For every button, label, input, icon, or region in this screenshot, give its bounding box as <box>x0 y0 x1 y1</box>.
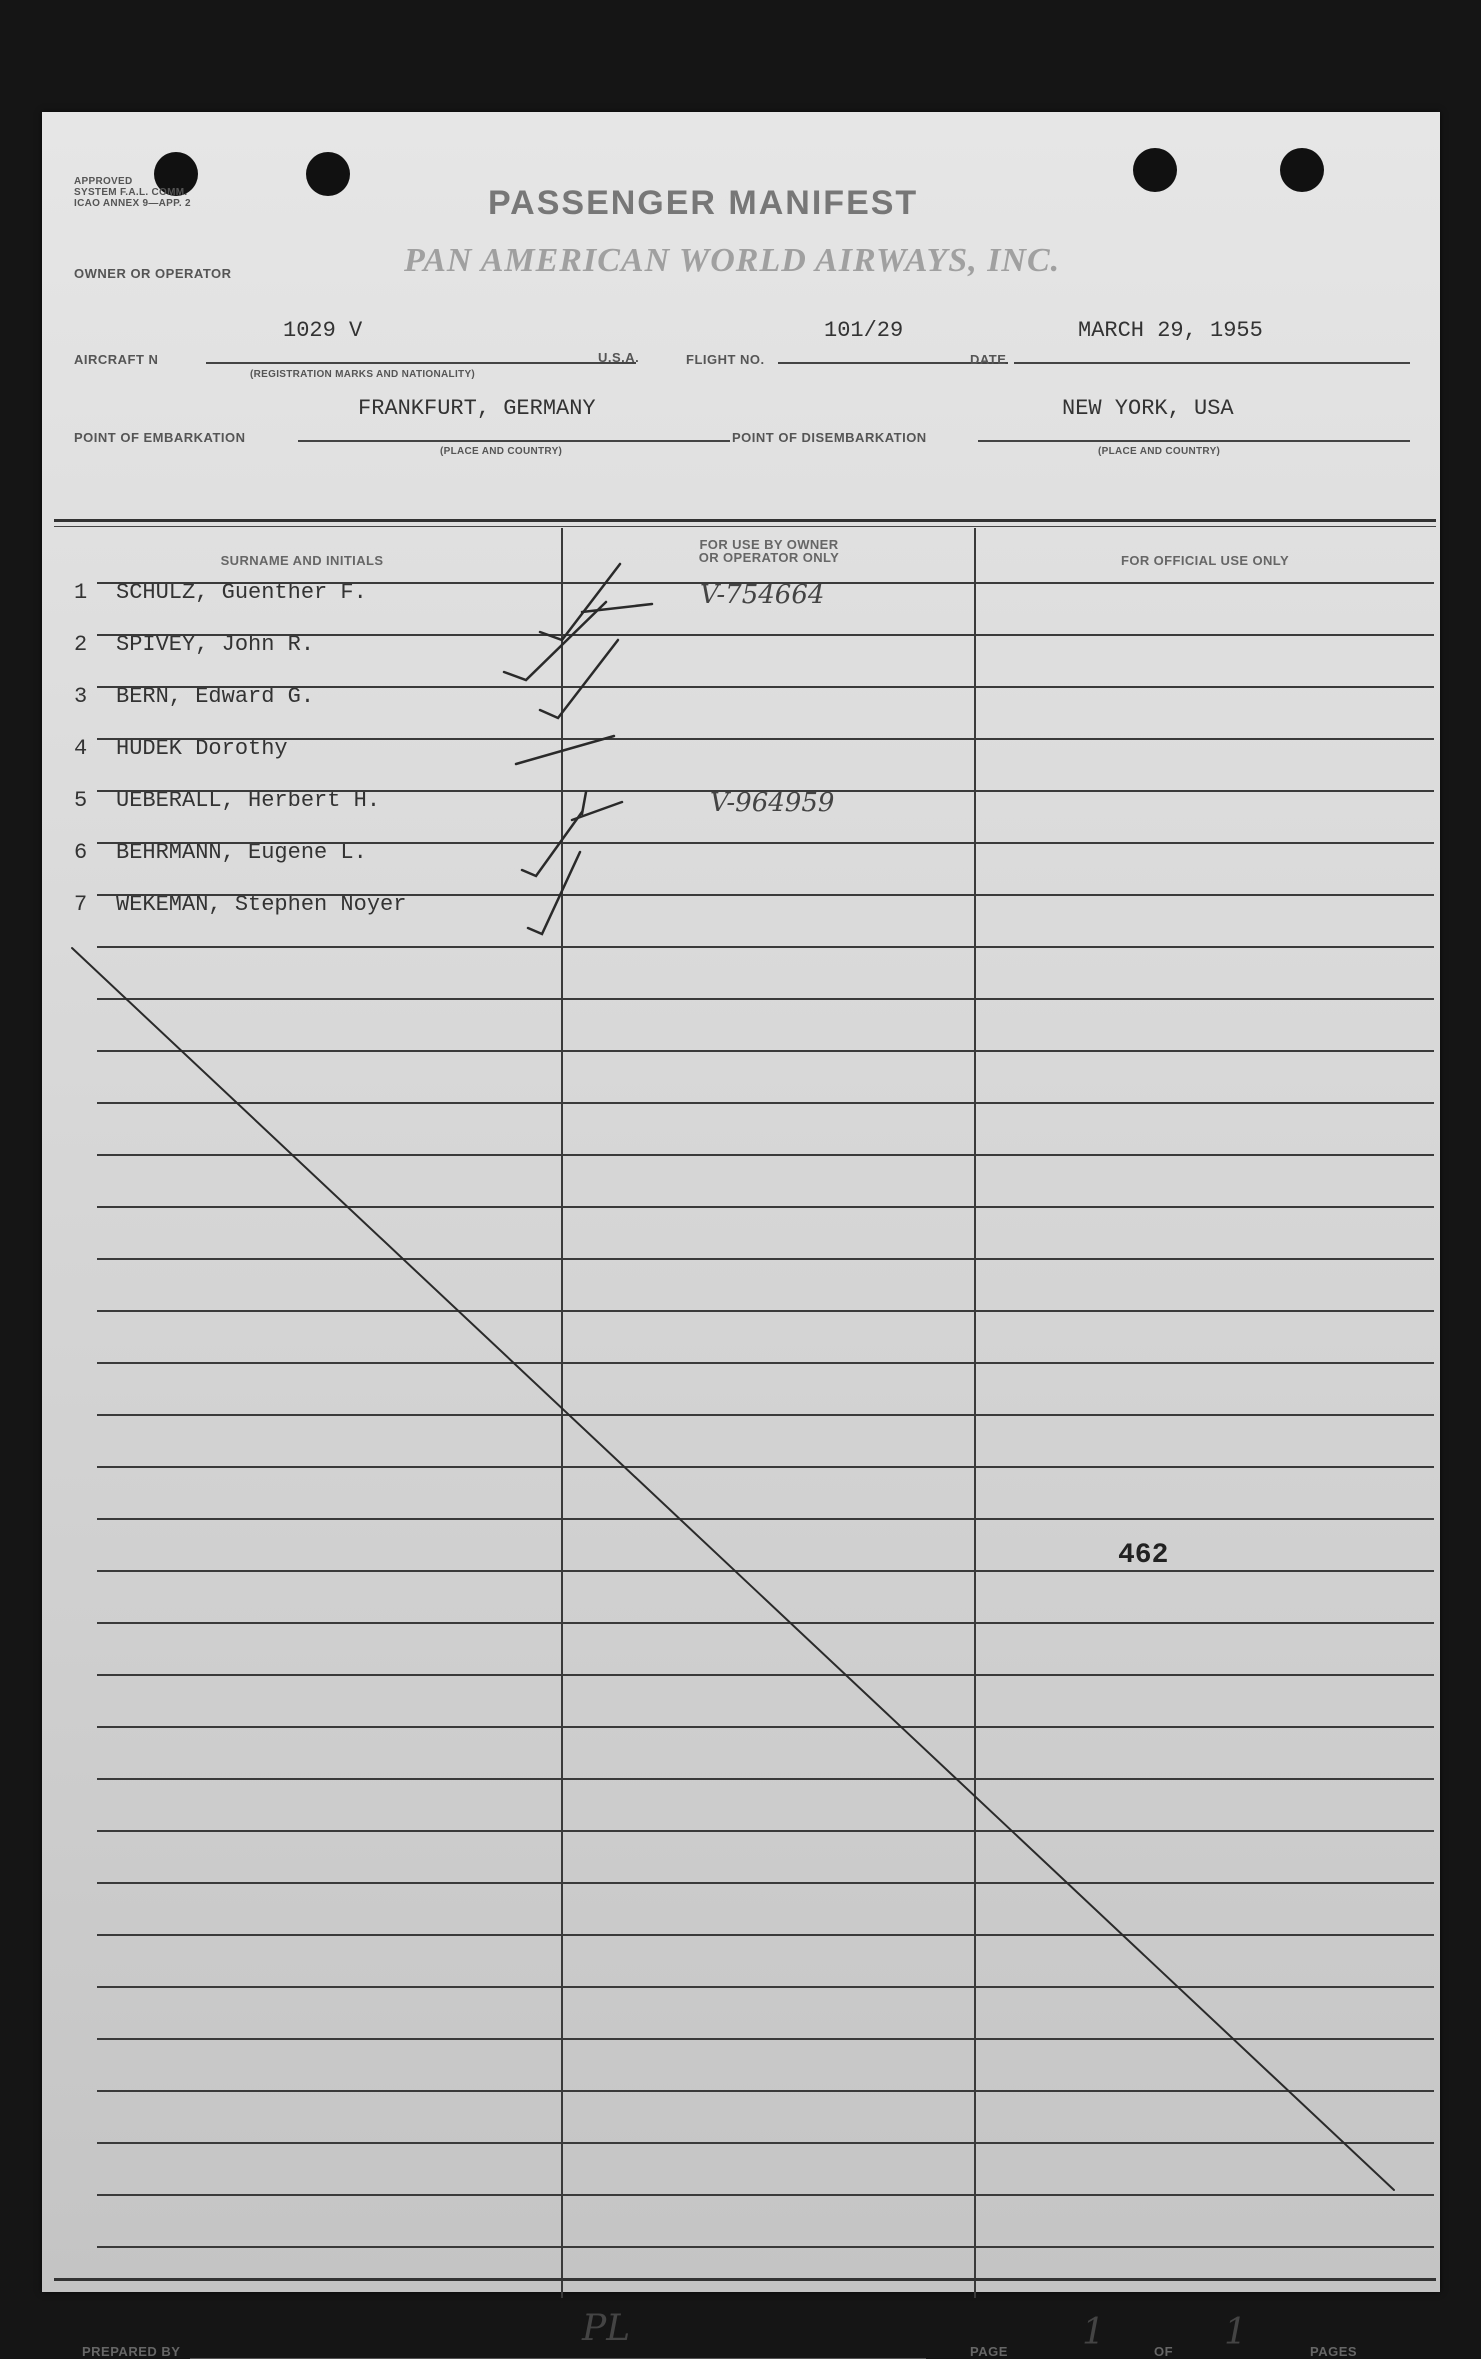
passenger-name: SPIVEY, John R. <box>116 632 315 657</box>
registration-caption: (REGISTRATION MARKS AND NATIONALITY) <box>250 369 476 380</box>
aircraft-label: AIRCRAFT N <box>74 352 159 367</box>
page-label: PAGE <box>970 2344 1008 2359</box>
manifest-sheet <box>42 112 1440 2359</box>
passenger-number: 4 <box>74 736 88 761</box>
passenger-number: 7 <box>74 892 88 917</box>
passenger-name: BERN, Edward G. <box>116 684 315 709</box>
pages-label: PAGES <box>1310 2344 1358 2359</box>
owner-label: OWNER OR OPERATOR <box>74 266 232 281</box>
approval-line: APPROVED <box>74 176 133 187</box>
column-header-line: FOR USE BY OWNER <box>699 537 839 552</box>
disembark-caption: (PLACE AND COUNTRY) <box>1098 446 1221 457</box>
footer-top-rule <box>54 2278 1436 2281</box>
date-label: DATE <box>970 352 1007 367</box>
check-mark <box>540 640 618 718</box>
approval-line: ICAO ANNEX 9—APP. 2 <box>74 198 191 209</box>
check-mark <box>504 602 606 680</box>
check-mark <box>516 736 614 764</box>
check-mark <box>582 604 652 612</box>
passenger-note: V-964959 <box>710 788 835 818</box>
aircraft-value: 1029 V <box>283 318 363 343</box>
diagonal-cancel-line <box>72 948 1394 2190</box>
stamp-number: 462 <box>1118 1540 1169 1571</box>
flight-label: FLIGHT NO. <box>686 352 765 367</box>
check-mark <box>528 852 580 934</box>
passenger-name: HUDEK Dorothy <box>116 736 288 761</box>
passenger-number: 1 <box>74 580 88 605</box>
passenger-name: SCHULZ, Guenther F. <box>116 580 367 605</box>
column-header-line: OR OPERATOR ONLY <box>698 550 840 565</box>
passenger-note: V-754664 <box>700 580 825 610</box>
embark-label: POINT OF EMBARKATION <box>74 430 246 445</box>
disembark-label: POINT OF DISEMBARKATION <box>732 430 927 445</box>
column-header-surname: SURNAME AND INITIALS <box>220 553 384 568</box>
of-value: 1 <box>1224 2312 1247 2353</box>
approval-line: SYSTEM F.A.L. COMM. <box>74 187 188 198</box>
form-title: PASSENGER MANIFEST <box>488 184 919 222</box>
passenger-number: 3 <box>74 684 88 709</box>
disembark-value: NEW YORK, USA <box>1062 396 1234 421</box>
date-value: MARCH 29, 1955 <box>1078 318 1263 343</box>
prepared-value: PL <box>582 2308 631 2349</box>
passenger-name: BEHRMANN, Eugene L. <box>116 840 367 865</box>
nationality-value: U.S.A. <box>598 350 640 365</box>
pen-marks <box>42 112 1440 2292</box>
passenger-name: WEKEMAN, Stephen Noyer <box>116 892 407 917</box>
page-value: 1 <box>1082 2312 1105 2353</box>
embark-value: FRANKFURT, GERMANY <box>358 396 596 421</box>
embark-caption: (PLACE AND COUNTRY) <box>440 446 563 457</box>
of-label: OF <box>1154 2344 1174 2359</box>
owner-value: PAN AMERICAN WORLD AIRWAYS, INC. <box>404 242 1061 279</box>
passenger-number: 5 <box>74 788 88 813</box>
column-header-official: FOR OFFICIAL USE ONLY <box>1120 553 1290 568</box>
prepared-label: PREPARED BY <box>82 2344 181 2359</box>
passenger-name: UEBERALL, Herbert H. <box>116 788 381 813</box>
check-mark <box>582 792 586 814</box>
passenger-number: 6 <box>74 840 88 865</box>
flight-value: 101/29 <box>824 318 904 343</box>
passenger-number: 2 <box>74 632 88 657</box>
